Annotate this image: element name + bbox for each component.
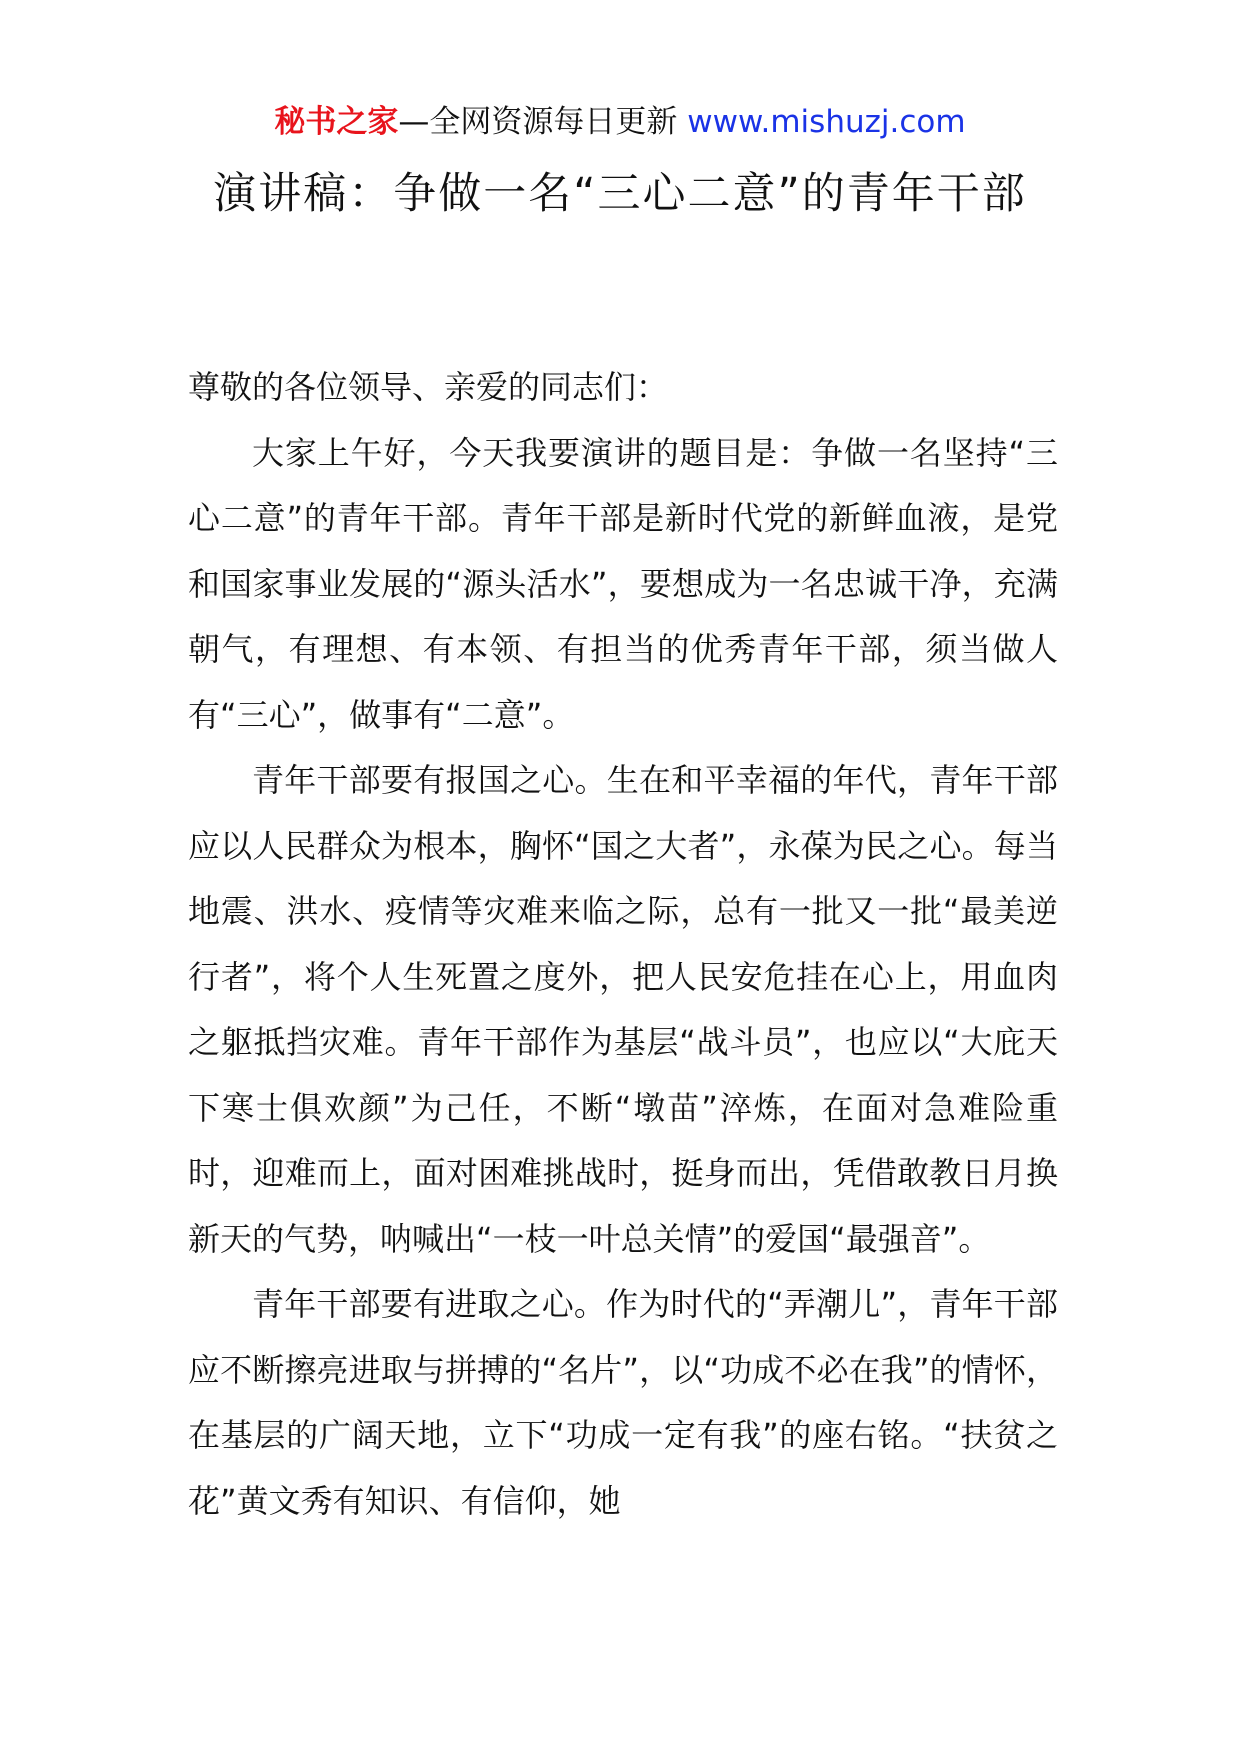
document-body xyxy=(188,355,1058,1534)
salutation: 尊敬的各位领导、亲爱的同志们： xyxy=(188,368,669,406)
paragraph: 青年干部要有进取之心。作为时代的“弄潮儿”，青年干部应不断擦亮进取与拼搏的“名片”，以“功成不必在我”的情怀，在基层的广阔天地，立下“功成一定有我”的座右铭。“扶贫之花”黄文秀有知识、有信仰，她 xyxy=(188,1285,1058,1520)
paragraph: 大家上午好，今天我要演讲的题目是：争做一名坚持“三心二意”的青年干部。青年干部是新时代党的新鲜血液，是党和国家事业发展的“源头活水”，要想成为一名忠诚干净，充满朝气，有理想、有本领、有担当的优秀青年干部，须当做人有“三心”，做事有“二意”。 xyxy=(188,433,1058,734)
paragraph: 青年干部要有报国之心。生在和平幸福的年代，青年干部应以人民群众为根本，胸怀“国之大者”，永葆为民之心。每当地震、洪水、疫情等灾难来临之际，总有一批又一批“最美逆行者”，将个人生死置之度外，把人民安危挂在心上，用血肉之躯抵挡灾难。青年干部作为基层“战斗员”，也应以“大庇天下寒士俱欢颜”为己任，不断“墩苗”淬炼，在面对急难险重时，迎难而上，面对困难挑战时，挺身而出，凭借敢教日月换新天的气势，呐喊出“一枝一叶总关情”的爱国“最强音”。 xyxy=(188,761,1058,1258)
site-tagline: —全网资源每日更新 xyxy=(398,104,688,140)
document-title: 演讲稿：争做一名“三心二意”的青年干部 xyxy=(213,169,1027,219)
site-brand: 秘书之家 xyxy=(274,104,399,140)
site-header xyxy=(0,100,1240,144)
site-url-link[interactable]: www.mishuzj.com xyxy=(687,104,966,140)
